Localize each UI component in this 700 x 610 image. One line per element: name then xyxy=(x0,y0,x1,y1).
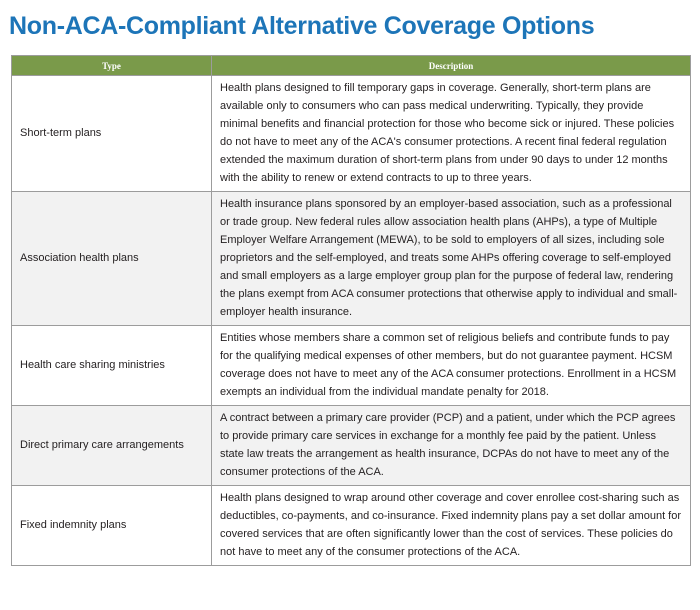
page-title: Non-ACA-Compliant Alternative Coverage Options xyxy=(9,12,595,40)
description-cell: Health plans designed to wrap around other coverage and cover enrollee cost-sharing such as deductibles, co-payments, and co-insurance. Fixed indemnity plans pay a set dollar amount for covered services that are often significantly lower than the cost of services. These policies do not have to meet any of the consumer protections of the ACA. xyxy=(212,486,691,566)
table-row xyxy=(12,76,691,192)
description-cell: Health plans designed to fill temporary gaps in coverage. Generally, short-term plans are available only to consumers who can pass medical underwriting. Typically, they provide minimal benefits and financial protection for those who become sick or injured. These policies do not have to meet any of the ACA's consumer protections. A recent final federal regulation extended the maximum duration of short-term plans from under 90 days to under 12 months with the ability to renew or extend contracts to up to three years. xyxy=(212,76,691,192)
type-cell: Direct primary care arrangements xyxy=(12,406,212,486)
table-header-row xyxy=(12,56,691,76)
column-header-type: Type xyxy=(12,56,212,76)
type-cell: Fixed indemnity plans xyxy=(12,486,212,566)
description-cell: A contract between a primary care provider (PCP) and a patient, under which the PCP agrees to provide primary care services in exchange for a monthly fee paid by the patient. Unless state law treats the arrangement as health insurance, DCPAs do not have to meet any of the consumer protections of the ACA. xyxy=(212,406,691,486)
table-row xyxy=(12,406,691,486)
description-cell: Entities whose members share a common set of religious beliefs and contribute funds to pay for the qualifying medical expenses of other members, but do not guarantee payment. HCSM coverage does not have to meet any of the ACA consumer protections. Enrollment in a HCSM exempts an individual from the individual mandate penalty for 2018. xyxy=(212,326,691,406)
type-cell: Association health plans xyxy=(12,192,212,326)
table-row xyxy=(12,192,691,326)
table-row xyxy=(12,486,691,566)
coverage-options-table xyxy=(11,55,691,566)
description-cell: Health insurance plans sponsored by an employer-based association, such as a professional or trade group. New federal rules allow association health plans (AHPs), a type of Multiple Employer Welfare Arrangement (MEWA), to be sold to employers of all sizes, including sole proprietors and the self-employed, and treats some AHPs offering coverage to self-employed and small employers as a large employer group plan for the purpose of federal law, rendering the plans exempt from ACA consumer protections that otherwise apply to individual and small-employer health insurance. xyxy=(212,192,691,326)
type-cell: Short-term plans xyxy=(12,76,212,192)
column-header-description: Description xyxy=(212,56,691,76)
table-row xyxy=(12,326,691,406)
type-cell: Health care sharing ministries xyxy=(12,326,212,406)
